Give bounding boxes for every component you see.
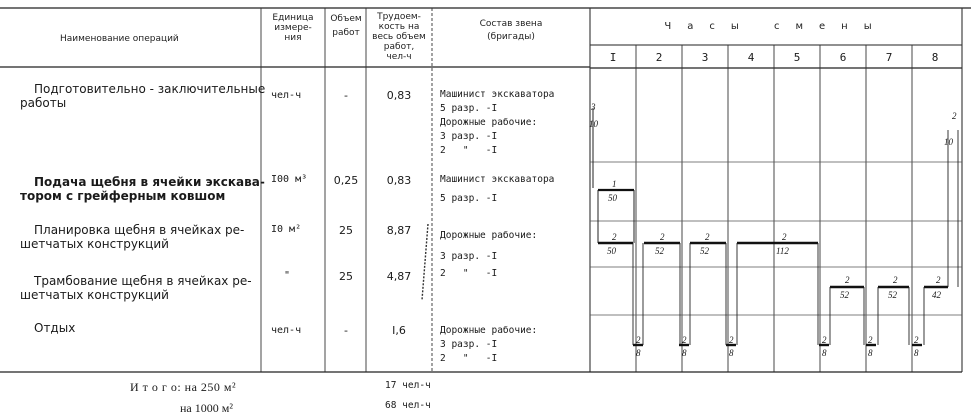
plan-2-minutes-label: 52: [655, 246, 664, 256]
row-4-crew-line-1: 2 " -I: [440, 268, 498, 279]
row-5-crew-line-2: 3 разр. -I: [440, 339, 498, 350]
header-volume-line-2: работ: [332, 28, 360, 38]
header-labor-line-1: Трудоем-: [377, 12, 421, 22]
row-2-crew-line-1: Машинист экскаватора: [440, 174, 555, 185]
header-labor-line-3: весь объем: [372, 32, 426, 42]
rest-3-minutes-label: 8: [729, 348, 734, 358]
hour-label-7: 7: [885, 51, 893, 64]
row-5-unit: чел-ч: [271, 325, 302, 336]
rest-2-workers-label: 2: [682, 335, 687, 345]
totals-line-2-value: 68 чел-ч: [385, 400, 431, 411]
hour-label-2: 2: [655, 51, 663, 64]
row-2-operation-line-1: Подача щебня в ячейки экскава-: [34, 175, 265, 189]
rest-5-minutes-label: 8: [868, 348, 873, 358]
plan-4-minutes-label: 112: [776, 246, 789, 256]
rest-1-workers-label: 2: [636, 335, 641, 345]
totals-line-1-value: 17 чел-ч: [385, 380, 431, 391]
header-labor-line-5: чел-ч: [386, 52, 412, 62]
row-3-crew-line-1: Дорожные рабочие:: [440, 230, 538, 241]
tamp-3-minutes-label: 42: [932, 290, 941, 300]
row-4-operation-line-2: шетчатых конструкций: [20, 288, 169, 302]
totals-line-1-label: И т о г о: на 250 м²: [130, 380, 237, 394]
row-2-operation-line-2: тором с грейферным ковшом: [20, 189, 226, 203]
row-5-crew-line-1: Дорожные рабочие:: [440, 325, 538, 336]
row-3-operation-line-2: шетчатых конструкций: [20, 237, 169, 251]
header-volume-line-1: Объем: [330, 14, 362, 24]
row-1-operation-line-1: Подготовительно - заключительные: [34, 82, 266, 96]
row-2-volume: 0,25: [333, 174, 359, 187]
row-2-labor: 0,83: [386, 174, 412, 187]
rest-6-workers-label: 2: [914, 335, 919, 345]
row-1-crew-line-4: 3 разр. -I: [440, 131, 498, 142]
rest-5-workers-label: 2: [868, 335, 873, 345]
header-crew-line-1: Состав звена: [479, 19, 543, 29]
hour-label-1: I: [609, 51, 617, 64]
hour-label-8: 8: [931, 51, 939, 64]
header-unit-line-2: измере-: [274, 23, 312, 33]
row-1-crew-line-2: 5 разр. -I: [440, 103, 498, 114]
row-1-crew-line-3: Дорожные рабочие:: [440, 117, 538, 128]
plan-1-minutes-label: 50: [607, 246, 616, 256]
plan-2-workers-label: 2: [660, 232, 665, 242]
prep-end-workers-label: 2: [952, 111, 957, 121]
header-labor-line-2: кость на: [378, 22, 420, 32]
hour-label-3: 3: [701, 51, 709, 64]
row-5-volume: -: [344, 324, 348, 337]
rest-2-minutes-label: 8: [682, 348, 687, 358]
row-3-labor: 8,87: [386, 224, 412, 237]
header-unit-line-1: Единица: [272, 13, 314, 23]
row-1-unit: чел-ч: [271, 90, 302, 101]
plan-3-workers-label: 2: [705, 232, 710, 242]
rest-4-workers-label: 2: [822, 335, 827, 345]
tamp-2-workers-label: 2: [893, 275, 898, 285]
rest-6-minutes-label: 8: [914, 348, 919, 358]
tamp-2-minutes-label: 52: [888, 290, 897, 300]
plan-4-workers-label: 2: [782, 232, 787, 242]
row-2-unit: I00 м³: [271, 174, 308, 185]
header-hours-title: Часы смены: [664, 21, 888, 32]
feed-workers-label: 1: [612, 179, 617, 189]
hour-label-4: 4: [747, 51, 755, 64]
plan-1-workers-label: 2: [612, 232, 617, 242]
row-3-unit: I0 м²: [271, 224, 302, 235]
rest-1-minutes-label: 8: [636, 348, 641, 358]
row-4-operation-line-1: Трамбование щебня в ячейках ре-: [34, 274, 252, 288]
row-5-operation-line-1: Отдых: [34, 321, 76, 335]
prep-start-minutes-label: 10: [589, 119, 598, 129]
row-4-volume: 25: [339, 270, 353, 283]
row-1-labor: 0,83: [386, 89, 412, 102]
rest-4-minutes-label: 8: [822, 348, 827, 358]
header-crew-line-2: (бригады): [487, 32, 535, 42]
tamp-3-workers-label: 2: [936, 275, 941, 285]
row-1-crew-line-1: Машинист экскаватора: [440, 89, 555, 100]
tamp-1-workers-label: 2: [845, 275, 850, 285]
row-1-volume: -: [344, 89, 348, 102]
row-5-labor: I,6: [392, 324, 406, 337]
prep-start-workers-label: 3: [591, 102, 596, 112]
row-4-unit: ": [284, 270, 291, 281]
hour-label-6: 6: [839, 51, 847, 64]
header-unit-line-3: ния: [284, 33, 302, 43]
hour-label-5: 5: [793, 51, 801, 64]
row-2-crew-line-2: 5 разр. -I: [440, 193, 498, 204]
row-1-operation-line-2: работы: [20, 96, 67, 110]
row-4-labor: 4,87: [386, 270, 412, 283]
row-3-volume: 25: [339, 224, 353, 237]
row-5-crew-line-3: 2 " -I: [440, 353, 498, 364]
prep-end-minutes-label: 10: [944, 137, 953, 147]
totals-line-2-label: на 1000 м²: [180, 401, 233, 415]
rest-3-workers-label: 2: [729, 335, 734, 345]
row-3-operation-line-1: Планировка щебня в ячейках ре-: [34, 223, 245, 237]
header-labor-line-4: работ,: [383, 42, 415, 52]
header-operation: Наименование операций: [60, 34, 179, 44]
tamp-1-minutes-label: 52: [840, 290, 849, 300]
row-1-crew-line-5: 2 " -I: [440, 145, 498, 156]
feed-minutes-label: 50: [608, 193, 617, 203]
plan-3-minutes-label: 52: [700, 246, 709, 256]
row-3-crew-line-2: 3 разр. -I: [440, 251, 498, 262]
